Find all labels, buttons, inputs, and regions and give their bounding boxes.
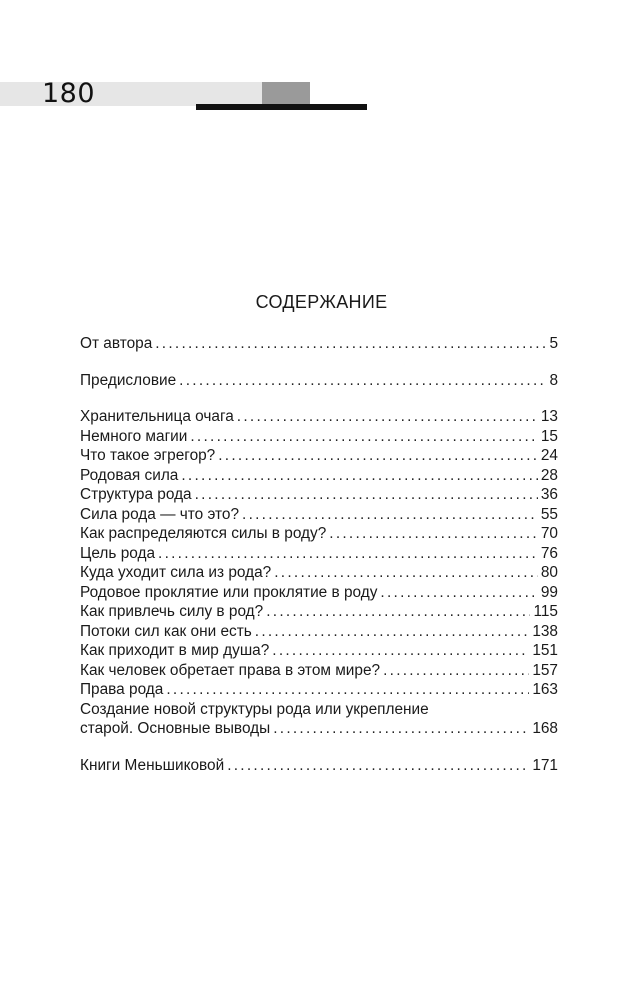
toc-entry-page: 115 [533, 603, 558, 620]
toc-entry-title: От автора [80, 335, 153, 352]
toc-leader [272, 641, 529, 661]
toc-entry-page: 28 [540, 466, 558, 484]
toc-title: СОДЕРЖАНИЕ [255, 292, 388, 312]
toc-entry-page: 163 [532, 681, 558, 698]
toc-leader [274, 563, 538, 583]
toc-entry-title: Как человек обретает права в этом мире? [80, 661, 381, 679]
toc-entry-page: 99 [540, 583, 558, 601]
toc-entry-page: 171 [532, 756, 558, 774]
toc-entry-title-line2: старой. Основные выводы [80, 720, 271, 737]
toc-entry-title: Хранительница очага [80, 408, 234, 425]
toc-entry-title: Как приходит в мир душа? [80, 642, 270, 659]
toc-entry-page: 55 [540, 505, 558, 523]
toc-entry-title-line1[interactable]: Создание новой структуры рода или укрепление [80, 700, 429, 718]
toc-leader [255, 622, 530, 642]
toc-entry-title: Сила рода — что это? [80, 505, 240, 523]
toc-entry-title: Права рода [80, 681, 164, 698]
toc-entry[interactable] [80, 756, 558, 776]
toc-entry-title: Родовое проклятие или проклятие в роду [80, 583, 378, 601]
toc-entry-page: 24 [540, 447, 558, 464]
page-number: 180 [42, 78, 96, 109]
toc-entry[interactable] [80, 505, 558, 525]
toc-entry[interactable] [80, 661, 558, 681]
toc-entry-title: Предисловие [80, 371, 177, 389]
header-rule [196, 104, 367, 110]
toc-leader [166, 680, 529, 700]
toc-entry-title: Немного магии [80, 427, 188, 445]
toc-entry[interactable] [80, 563, 558, 583]
toc-entry-title: Как привлечь силу в род? [80, 603, 264, 620]
toc-entry-title: Потоки сил как они есть [80, 622, 252, 640]
toc-entry-page: 168 [532, 720, 558, 737]
toc-leader [181, 466, 538, 486]
toc-leader [155, 334, 546, 354]
toc-leader [273, 719, 529, 739]
toc-entry[interactable] [80, 680, 558, 700]
toc-leader [380, 583, 537, 603]
toc-entry-page: 70 [540, 525, 558, 542]
toc-leader [237, 407, 538, 427]
header-gray-block [262, 82, 310, 106]
toc-entry-title: Структура рода [80, 486, 192, 503]
toc-leader [179, 371, 546, 391]
toc-entry-title: Книги Меньшиковой [80, 756, 225, 774]
toc-leader [227, 756, 529, 776]
toc-leader [383, 661, 529, 681]
toc-entry[interactable] [80, 407, 558, 427]
table-of-contents [80, 334, 558, 775]
toc-leader [266, 602, 530, 622]
toc-entry-page: 76 [540, 544, 558, 562]
toc-entry[interactable] [80, 427, 558, 447]
toc-entry[interactable] [80, 334, 558, 354]
toc-entry-page: 15 [540, 427, 558, 445]
toc-entry[interactable] [80, 544, 558, 564]
toc-leader [242, 505, 538, 525]
toc-entry-page: 8 [549, 371, 558, 389]
toc-entry[interactable] [80, 622, 558, 642]
toc-entry[interactable] [80, 466, 558, 486]
toc-entry[interactable] [80, 524, 558, 544]
toc-entry[interactable] [80, 446, 558, 466]
toc-entry[interactable] [80, 371, 558, 391]
toc-entry[interactable] [80, 485, 558, 505]
toc-entry-page: 157 [532, 661, 558, 679]
toc-entry-page: 151 [532, 642, 558, 659]
toc-entry-page: 5 [549, 335, 558, 352]
toc-entry-title: Куда уходит сила из рода? [80, 564, 272, 581]
toc-entry-title: Цель рода [80, 544, 156, 562]
toc-entry-title: Как распределяются силы в роду? [80, 525, 327, 542]
toc-entry[interactable] [80, 719, 558, 739]
toc-entry-title: Что такое эгрегор? [80, 447, 216, 464]
toc-entry[interactable] [80, 602, 558, 622]
toc-entry[interactable] [80, 641, 558, 661]
toc-leader [218, 446, 538, 466]
toc-leader [190, 427, 538, 447]
toc-entry[interactable] [80, 583, 558, 603]
toc-entry-page: 80 [540, 564, 558, 581]
toc-entry-title: Родовая сила [80, 466, 179, 484]
toc-leader [195, 485, 538, 505]
toc-leader [158, 544, 538, 564]
toc-leader [329, 524, 538, 544]
toc-entry-page: 36 [540, 486, 558, 503]
toc-entry-page: 138 [532, 622, 558, 640]
toc-entry-page: 13 [540, 408, 558, 425]
